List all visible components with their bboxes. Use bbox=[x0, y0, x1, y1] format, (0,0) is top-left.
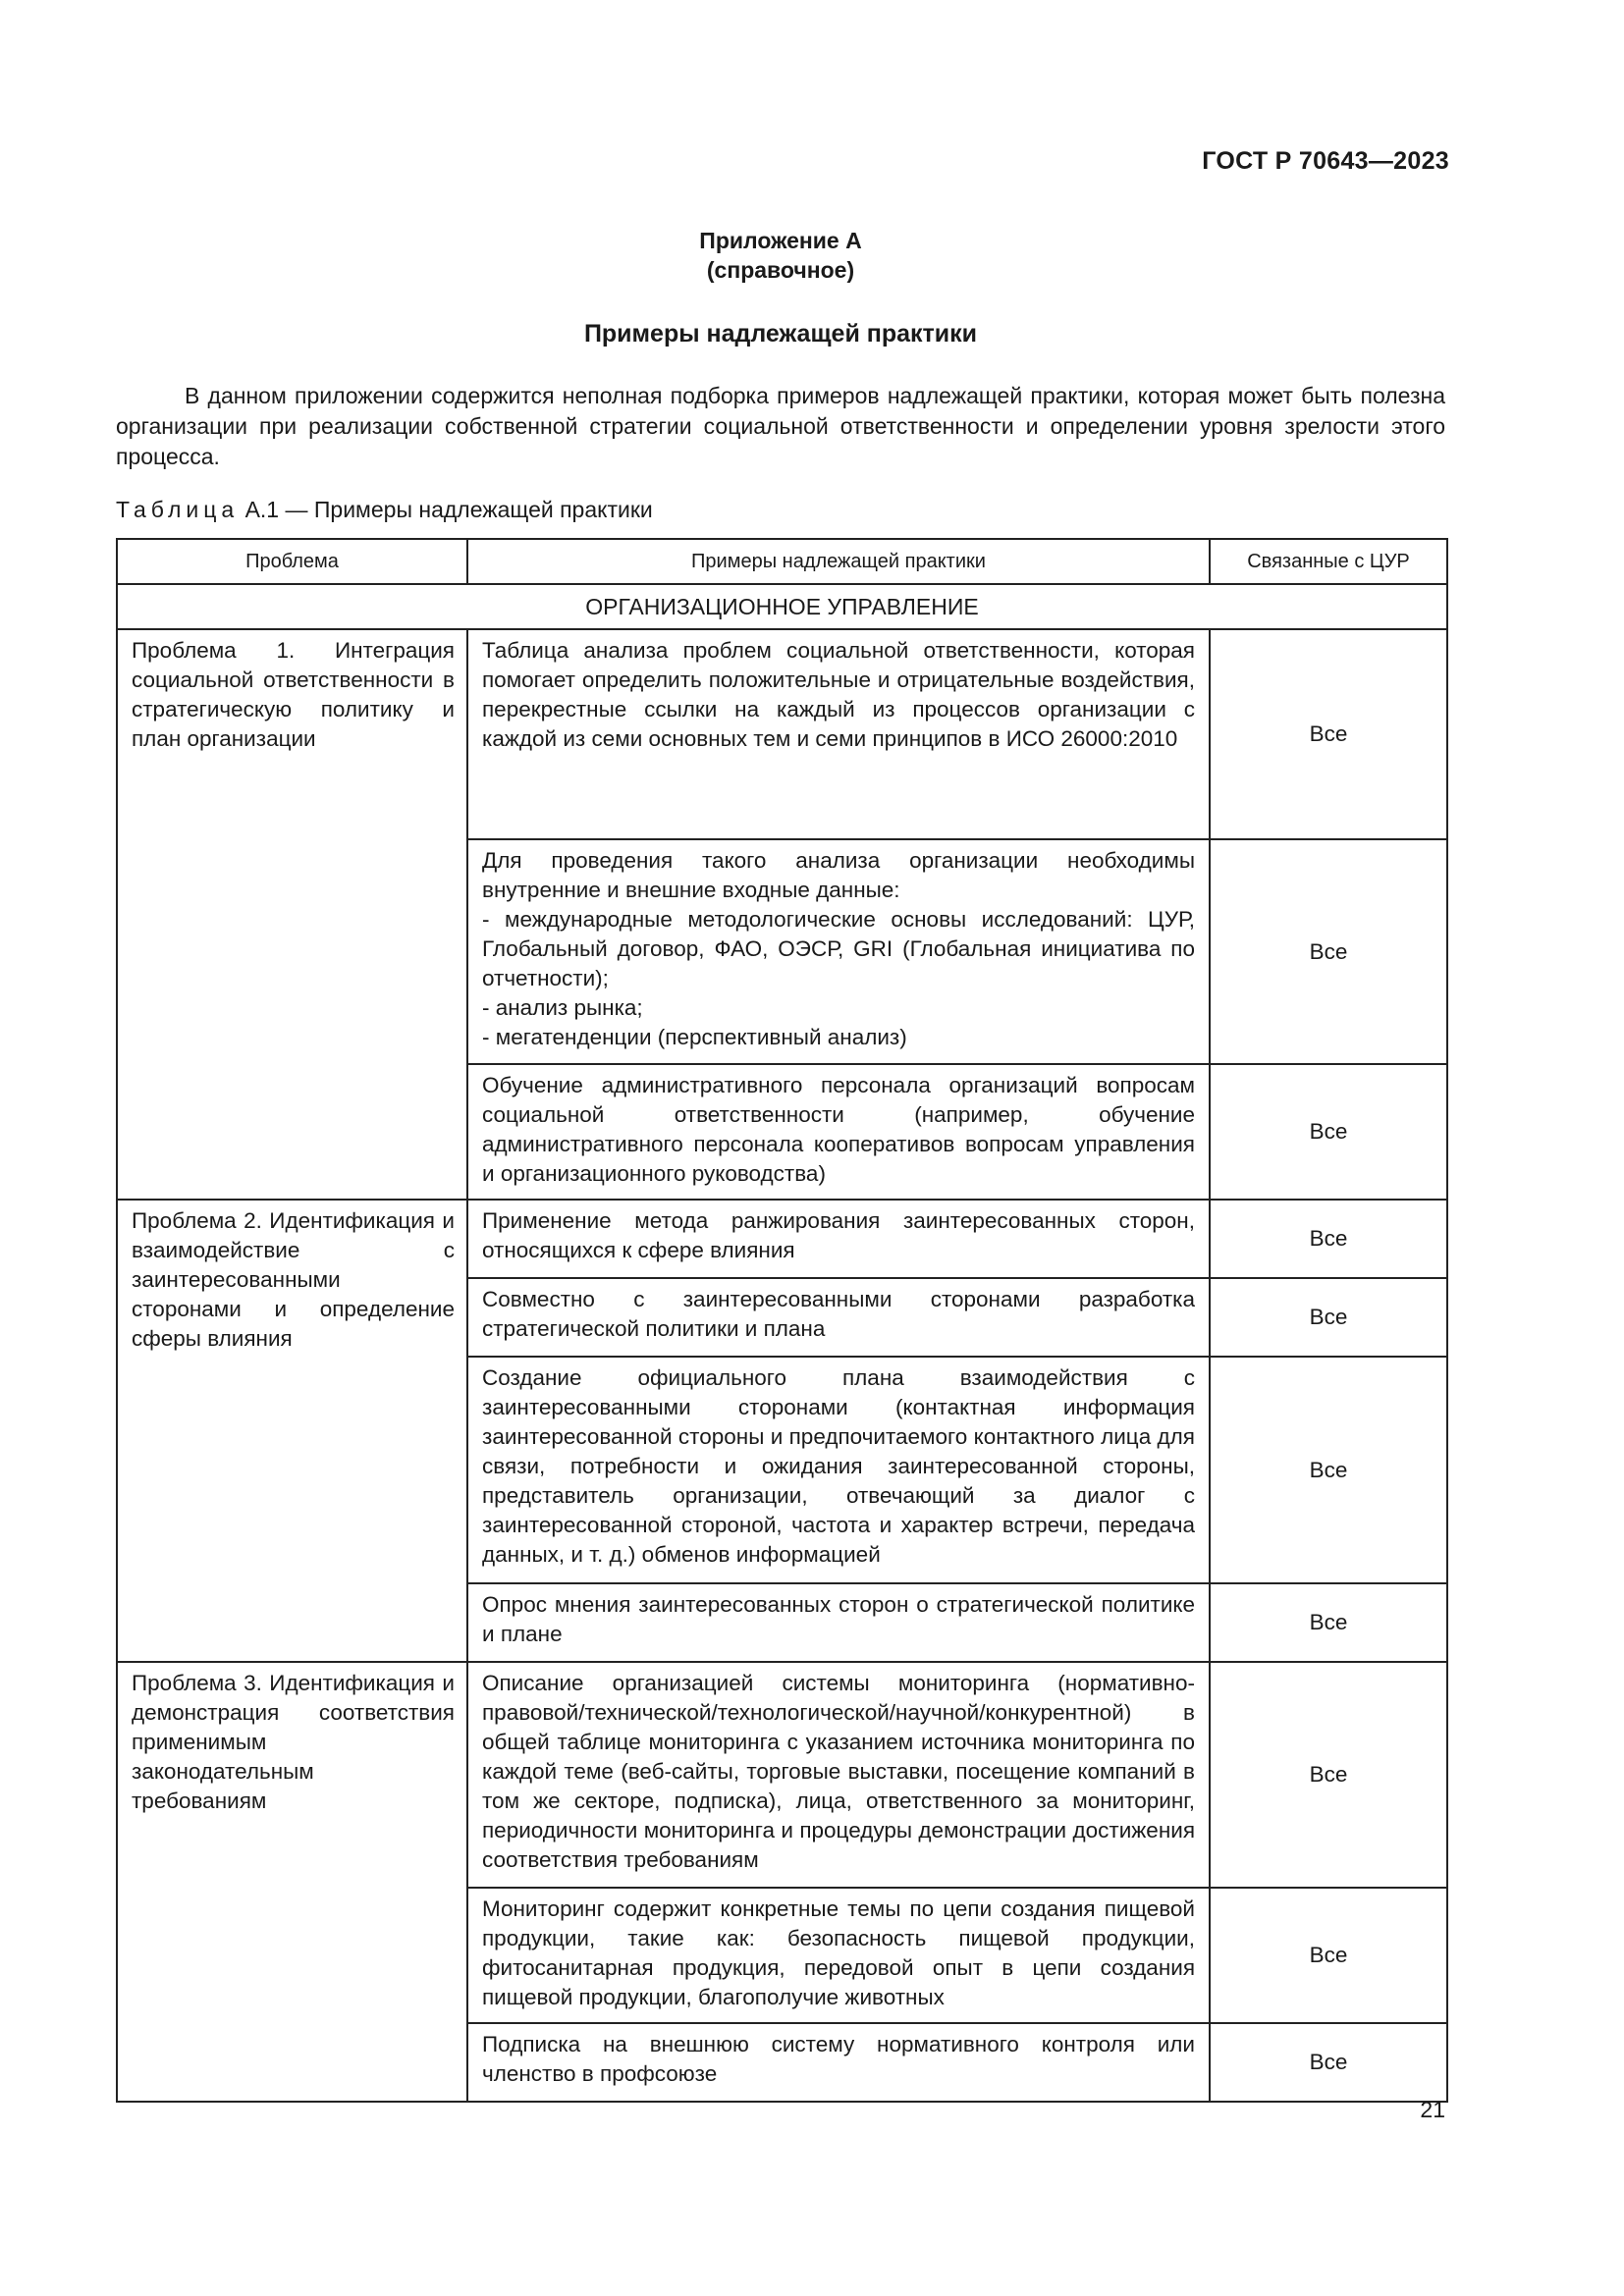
sdg-cell: Все bbox=[1210, 1583, 1447, 1662]
table-row bbox=[117, 629, 1447, 839]
sdg-cell: Все bbox=[1210, 629, 1447, 839]
practices-table bbox=[116, 538, 1448, 2103]
appendix-heading: Примеры надлежащей практики bbox=[583, 320, 978, 347]
practice-cell: Мониторинг содержит конкретные темы по цепи создания пищевой продукции, такие как: безопасность пищевой продукции, фитосанитарная продукция, передовой опыт в цепи создания пищевой продукции, благополучие животных bbox=[467, 1888, 1210, 2023]
sdg-cell: Все bbox=[1210, 839, 1447, 1064]
sdg-cell: Все bbox=[1210, 1064, 1447, 1200]
sdg-cell: Все bbox=[1210, 2023, 1447, 2102]
practice-cell: Обучение административного персонала организаций вопросам социальной ответственности (например, обучение административного персонала кооперативов вопросам управления и организационного руководства) bbox=[467, 1064, 1210, 1200]
appendix-title: Приложение А bbox=[699, 228, 862, 253]
practice-cell: Совместно с заинтересованными сторонами разработка стратегической политики и плана bbox=[467, 1278, 1210, 1357]
problem-cell: Проблема 1. Интеграция социальной ответственности в стратегическую политику и план организации bbox=[117, 629, 467, 1200]
practice-cell: Создание официального плана взаимодействия с заинтересованными сторонами (контактная информация заинтересованной стороны и предпочитаемого контактного лица для связи, потребности и ожидания заинтересованной стороны, представитель организации, отвечающий за диалог с заинтересованной стороной, частота и характер встречи, передача данных, и т. д.) обменов информацией bbox=[467, 1357, 1210, 1583]
problem-cell: Проблема 3. Идентификация и демонстрация соответствия применимым законодательным требованиям bbox=[117, 1662, 467, 2102]
appendix-subtitle: (справочное) bbox=[706, 257, 855, 283]
section-title: ОРГАНИЗАЦИОННОЕ УПРАВЛЕНИЕ bbox=[117, 584, 1447, 629]
table-header-row bbox=[117, 539, 1447, 584]
practice-cell: Описание организацией системы мониторинга (нормативно-правовой/технической/технологической/научной/конкурентной) в общей таблице мониторинга с указанием источника мониторинга по каждой теме (веб-сайты, торговые выставки, посещение компаний в том же секторе, подписка), лица, ответственного за мониторинг, периодичности мониторинга и процедуры демонстрации достижения соответствия требованиям bbox=[467, 1662, 1210, 1888]
practice-cell: Таблица анализа проблем социальной ответственности, которая помогает определить положительные и отрицательные воздействия, перекрестные ссылки на каждый из процессов организации с каждой из семи основных тем и семи принципов в ИСО 26000:2010 bbox=[467, 629, 1210, 839]
practice-cell: Опрос мнения заинтересованных сторон о стратегической политике и плане bbox=[467, 1583, 1210, 1662]
header-practices: Примеры надлежащей практики bbox=[467, 539, 1210, 584]
page-number: 21 bbox=[1420, 2097, 1445, 2122]
practice-cell: Применение метода ранжирования заинтересованных сторон, относящихся к сфере влияния bbox=[467, 1200, 1210, 1278]
table-row bbox=[117, 1662, 1447, 1888]
sdg-cell: Все bbox=[1210, 1357, 1447, 1583]
header-problem: Проблема bbox=[117, 539, 467, 584]
sdg-cell: Все bbox=[1210, 1278, 1447, 1357]
table-row bbox=[117, 1200, 1447, 1278]
table-caption-prefix: Таблица bbox=[116, 497, 240, 522]
sdg-cell: Все bbox=[1210, 1200, 1447, 1278]
problem-cell: Проблема 2. Идентификация и взаимодействие с заинтересованными сторонами и определение сферы влияния bbox=[117, 1200, 467, 1662]
document-code: ГОСТ Р 70643—2023 bbox=[1202, 147, 1449, 175]
intro-paragraph: В данном приложении содержится неполная подборка примеров надлежащей практики, которая может быть полезна организации при реализации собственной стратегии социальной ответственности и определении уровня зрелости этого процесса. bbox=[116, 383, 1445, 469]
section-row bbox=[117, 584, 1447, 629]
header-sdg: Связанные с ЦУР bbox=[1210, 539, 1447, 584]
table-caption-rest: А.1 — Примеры надлежащей практики bbox=[239, 497, 653, 522]
sdg-cell: Все bbox=[1210, 1888, 1447, 2023]
practice-cell: Подписка на внешнюю систему нормативного контроля или членство в профсоюзе bbox=[467, 2023, 1210, 2102]
sdg-cell: Все bbox=[1210, 1662, 1447, 1888]
table-caption bbox=[116, 497, 653, 523]
practice-cell: Для проведения такого анализа организации необходимы внутренние и внешние входные данные: - международные методологические основы исследований: ЦУР, Глобальный договор, ФАО, ОЭСР, GRI (Глобальная инициатива по отчетности); - анализ рынка; - мегатенденции (перспективный анализ) bbox=[467, 839, 1210, 1064]
